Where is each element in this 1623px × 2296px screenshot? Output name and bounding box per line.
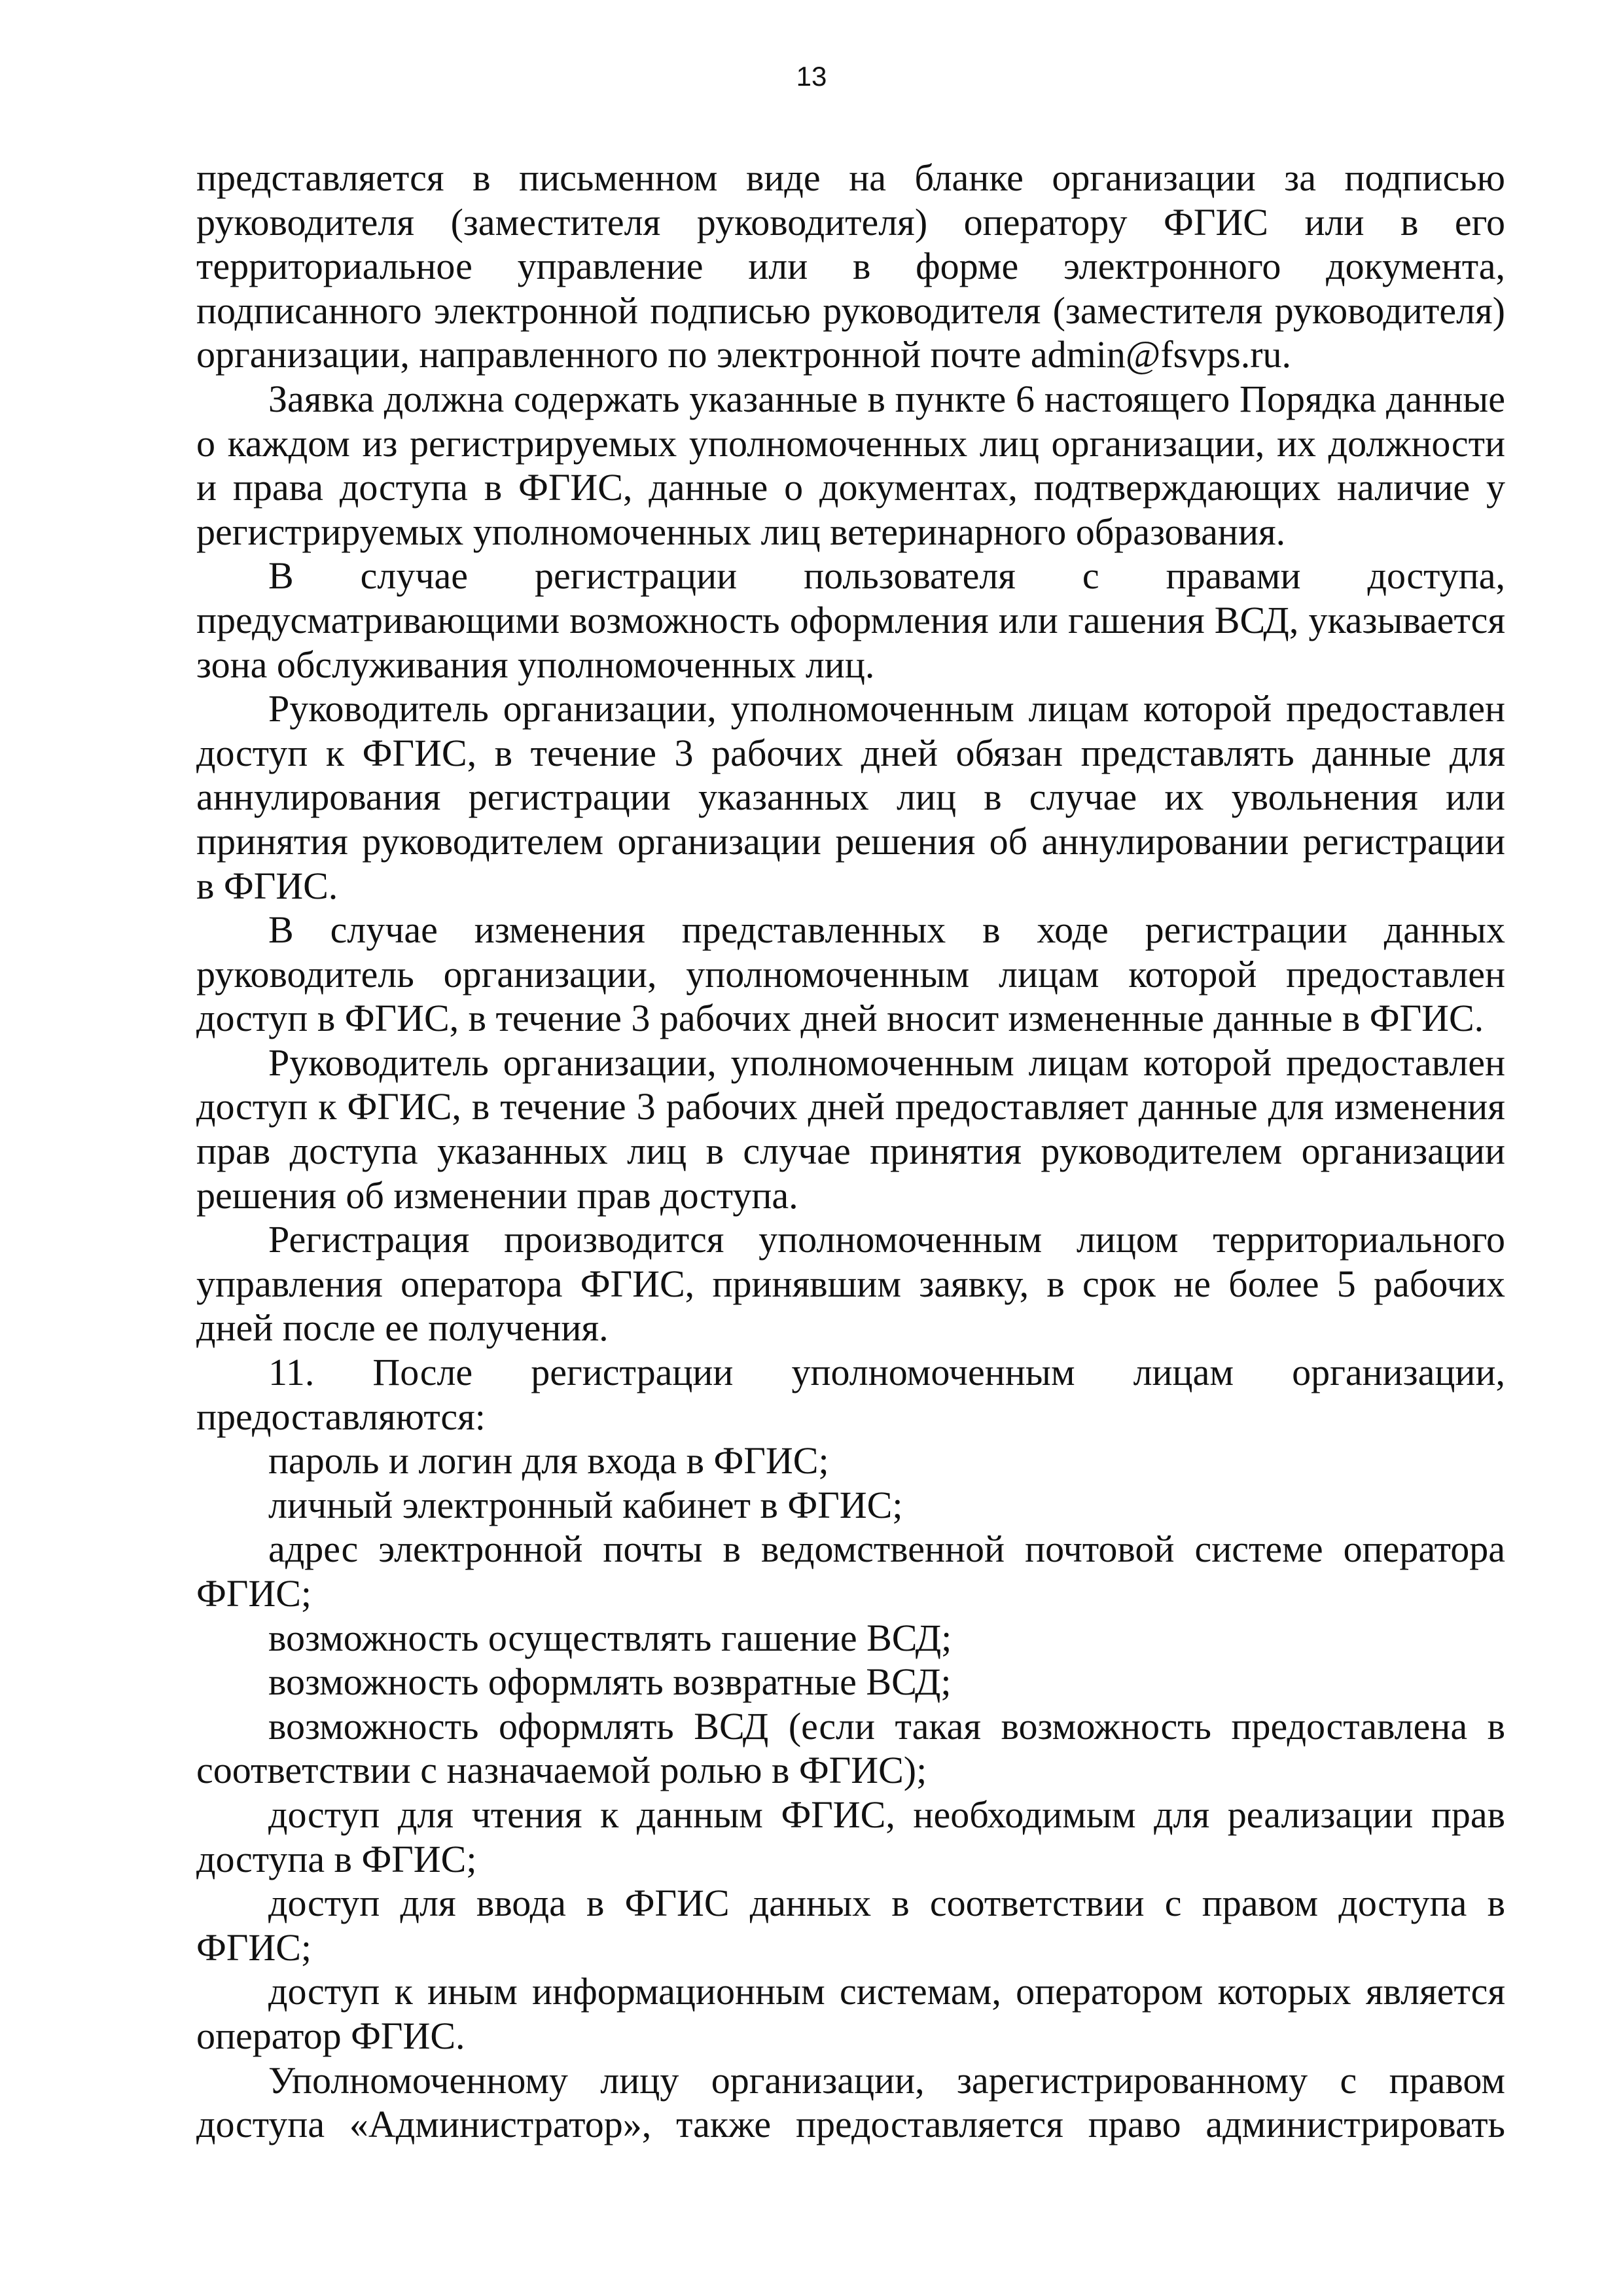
document-body: [196, 156, 1505, 2147]
list-item-vsd-cancellation: возможность осуществлять гашение ВСД;: [268, 1616, 952, 1659]
list-item-password-login: пароль и логин для входа в ФГИС;: [268, 1439, 829, 1482]
list-item-personal-cabinet: личный электронный кабинет в ФГИС;: [268, 1483, 903, 1526]
paragraph-item-11: 11. После регистрации уполномоченным лицам организации, предоставляются:: [196, 1351, 1505, 1438]
paragraph-administrator: Уполномоченному лицу организации, зарегистрированному с правом доступа «Администратор», также предоставляется право администрировать: [196, 2058, 1505, 2146]
list-item-issue-vsd: возможность оформлять ВСД (если такая возможность предоставлена в соответствии с назначаемой ролью в ФГИС);: [196, 1704, 1505, 1792]
list-item-email-address: адрес электронной почты в ведомственной почтовой системе оператора ФГИС;: [196, 1528, 1505, 1615]
paragraph-application-content: Заявка должна содержать указанные в пункте 6 настоящего Порядка данные о каждом из регистрируемых уполномоченных лиц организации, их должности и права доступа в ФГИС, данные о документах, подтверждающих наличие у регистрируемых уполномоченных лиц ветеринарного образования.: [196, 377, 1505, 553]
list-item-read-access: доступ для чтения к данным ФГИС, необходимым для реализации прав доступа в ФГИС;: [196, 1793, 1505, 1880]
paragraph-access-rights-change: Руководитель организации, уполномоченным лицам которой предоставлен доступ к ФГИС, в течение 3 рабочих дней предоставляет данные для изменения прав доступа указанных лиц в случае принятия руководителем организации решения об изменении прав доступа.: [196, 1041, 1505, 1217]
paragraph-continuation: представляется в письменном виде на бланке организации за подписью руководителя (заместителя руководителя) оператору ФГИС или в его территориальное управление или в форме электронного документа, подписанного электронной подписью руководителя (заместителя руководителя) организации, направленного по электронной почте admin@fsvps.ru.: [196, 156, 1505, 376]
paragraph-annulment: Руководитель организации, уполномоченным лицам которой предоставлен доступ к ФГИС, в течение 3 рабочих дней обязан представлять данные для аннулирования регистрации указанных лиц в случае их увольнения или принятия руководителем организации решения об аннулировании регистрации в ФГИС.: [196, 687, 1505, 907]
list-item-other-systems: доступ к иным информационным системам, оператором которых является оператор ФГИС.: [196, 1970, 1505, 2057]
page-number: 13: [796, 61, 827, 92]
list-item-input-access: доступ для ввода в ФГИС данных в соответствии с правом доступа в ФГИС;: [196, 1882, 1505, 1969]
paragraph-data-change: В случае изменения представленных в ходе регистрации данных руководитель организации, уполномоченным лицам которой предоставлен доступ в ФГИС, в течение 3 рабочих дней вносит измененные данные в ФГИС.: [196, 908, 1505, 1040]
paragraph-service-zone: В случае регистрации пользователя с правами доступа, предусматривающими возможность оформления или гашения ВСД, указывается зона обслуживания уполномоченных лиц.: [196, 554, 1505, 686]
list-item-return-vsd: возможность оформлять возвратные ВСД;: [268, 1660, 952, 1704]
paragraph-registration-term: Регистрация производится уполномоченным лицом территориального управления оператора ФГИС, принявшим заявку, в срок не более 5 рабочих дней после ее получения.: [196, 1218, 1505, 1350]
